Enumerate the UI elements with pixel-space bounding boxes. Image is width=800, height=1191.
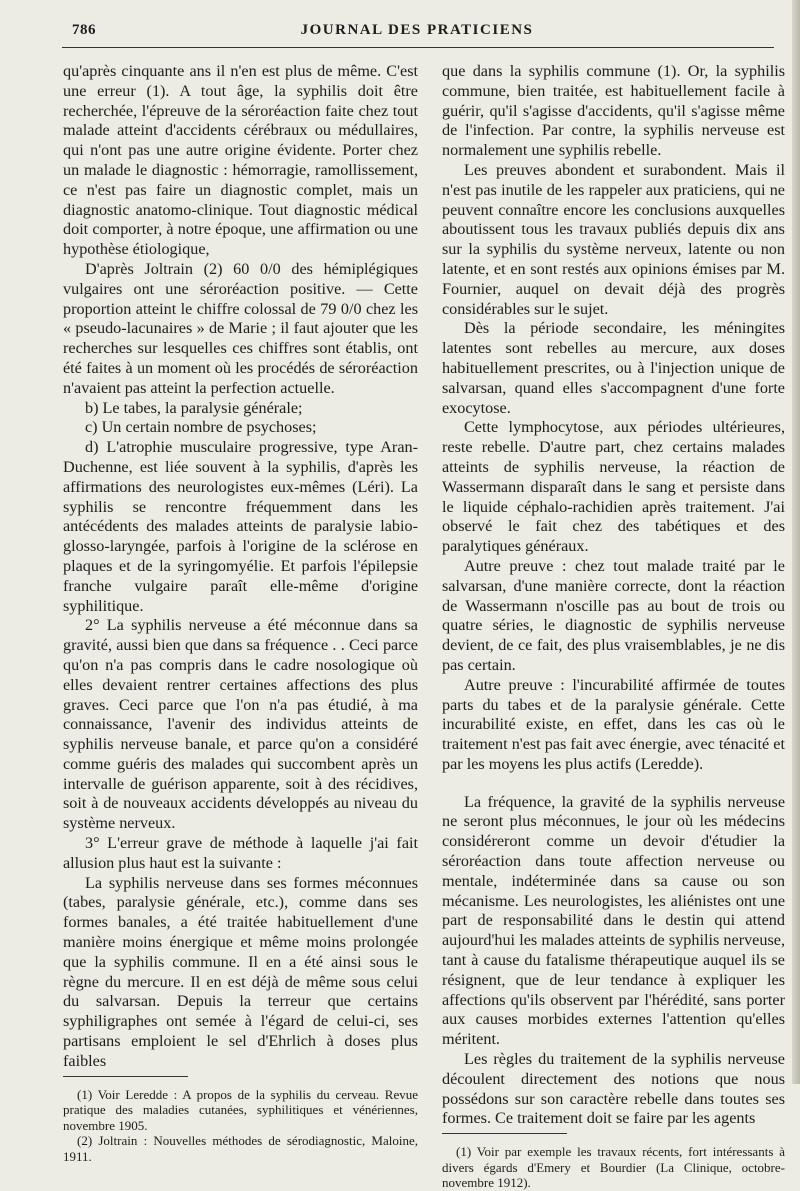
footnote: (1) Voir par exemple les travaux récents, fort intéressants à divers égards d'Emery et Bourdier (La Clinique, octobre-novembre 1912).: [442, 1144, 785, 1191]
paragraph: 2° La syphilis nerveuse a été méconnue dans sa gravité, aussi bien que dans sa fréquence . . Ceci parce qu'on n'a pas compris dans le cadre nosologique où elles devaient rentrer certaines affections des plus graves. Ceci parce que l'on n'a pas étudié, à ma connaissance, l'avenir des individus atteints de syphilis nerveuse banale, et parce qu'on a considéré comme guéris des malades qui succombent après un intervalle de guérison apparente, soit à des récidives, soit à de nouveaux accidents développés au niveau du système nerveux.: [63, 616, 418, 833]
paragraph: Autre preuve : l'incurabilité affirmée de toutes parts du tabes et de la paralysie générale. Cette incurabilité existe, en effet, dans les cas où le traitement n'est pas fait avec énergie, avec ténacité et par les moyens les plus actifs (Leredde).: [442, 675, 785, 773]
right-column: [442, 62, 785, 1191]
list-item-c: c) Un certain nombre de psychoses;: [85, 418, 317, 437]
left-column: [63, 62, 418, 1164]
paragraph: D'après Joltrain (2) 60 0/0 des hémiplégiques vulgaires ont une séroréaction positive. — Cette proportion atteint le chiffre colossal de 79 0/0 chez les « pseudo-lacunaires » de Marie ; il faut ajouter que les recherches sur lesquelles ces chiffres sont établis, ont été faites à un moment où les procédés de séroréaction n'avaient pas atteint la perfection actuelle.: [63, 259, 418, 397]
footnote: (2) Joltrain : Nouvelles méthodes de sérodiagnostic, Maloine, 1911.: [63, 1133, 418, 1164]
paragraph: Cette lymphocytose, aux périodes ultérieures, reste rebelle. D'autre part, chez certains malades atteints de syphilis nerveuse, la réaction de Wassermann disparaît dans le sang et persiste dans le liquide céphalo-rachidien après traitement. J'ai observé le fait chez des tabétiques et des paralytiques généraux.: [442, 418, 785, 556]
list-item-d: d) L'atrophie musculaire progressive, type Aran-Duchenne, est liée souvent à la syphilis, d'après les affirmations des neurologistes eux-mêmes (Léri). La syphilis se rencontre fréquemment dans les antécédents des malades atteints de paralysie labio-glosso-laryngée, parfois à l'origine de la sclérose en plaques et de la syringomyélie. Et parfois l'épilepsie franche vulgaire paraît elle-même d'origine syphilitique.: [63, 438, 418, 615]
page-number: 786: [72, 22, 96, 38]
list-item-b: b) Le tabes, la paralysie générale;: [85, 398, 303, 417]
paragraph: La fréquence, la gravité de la syphilis nerveuse ne seront plus méconnues, le jour où les médecins considéreront comme un devoir d'étudier la séroréaction dans toute affection nerveuse ou mentale, indéterminée dans sa cause ou son mécanisme. Les neurologistes, les aliénistes ont une part de responsabilité dans le destin qui attend aujourd'hui les malades atteints de syphilis nerveuse, tant à cause du fatalisme thérapeutique auquel ils se résignent, que de leur tendance à expliquer les affections qu'ils observent par l'hérédité, sans porter aux causes morbides externes l'attention qu'elles méritent.: [442, 792, 785, 1049]
footnote: (1) Voir Leredde : A propos de la syphilis du cerveau. Revue pratique des maladies cutanées, syphilitiques et vénériennes, novembre 1905.: [63, 1086, 418, 1133]
paragraph: Les preuves abondent et surabondent. Mais il n'est pas inutile de les rappeler aux praticiens, qui ne peuvent connaître encore les conclusions auxquelles aboutissent tous les travaux publiés depuis dix ans sur la syphilis du système nerveux, latente ou non latente, et en sont restés aux opinions émises par M. Fournier, auquel on devait déjà des progrès considérables sur le sujet.: [442, 160, 785, 318]
journal-title: JOURNAL DES PRATICIENS: [300, 22, 534, 38]
running-header: [62, 22, 772, 44]
footnote-rule: [63, 1076, 188, 1077]
footnote-rule: [442, 1133, 567, 1134]
paragraph: La syphilis nerveuse dans ses formes méconnues (tabes, paralysie générale, etc.), comme dans ses formes banales, a été traitée habituellement d'une manière moins énergique et même moins prolongée que la syphilis commune. Il en a été ainsi sous le règne du mercure. Il en est déjà de même sous celui du salvarsan. Depuis la terreur que certains syphiligraphes ont semée à l'égard de celui-ci, ses partisans emploient le sel d'Ehrlich à doses plus faibles: [63, 873, 418, 1070]
paragraph: Dès la période secondaire, les méningites latentes sont rebelles au mercure, aux doses habituellement prescrites, ou à l'injection unique de salvarsan, quand elles s'accompagnent d'une forte exocytose.: [442, 319, 785, 417]
paragraph: 3° L'erreur grave de méthode à laquelle j'ai fait allusion plus haut est la suivante :: [63, 834, 418, 872]
paragraph: qu'après cinquante ans il n'en est plus de même. C'est une erreur (1). A tout âge, la syphilis doit être recherchée, l'épreuve de la séroréaction faite chez tout malade atteint d'accidents cérébraux ou médullaires, qui n'ont pas une autre origine évidente. Porter chez un malade le diagnostic : hémorragie, ramollissement, ce n'est pas faire un diagnostic complet, mais un diagnostic anatomo-clinique. Tout diagnostic médical doit comporter, à notre époque, une affirmation ou une hypothèse étiologique,: [63, 62, 418, 259]
paragraph: que dans la syphilis commune (1). Or, la syphilis commune, bien traitée, est habituellement facile à guérir, qu'il s'agisse d'accidents, qu'il s'agisse même de l'infection. Par contre, la syphilis nerveuse est normalement une syphilis rebelle.: [442, 62, 785, 160]
paragraph: Autre preuve : chez tout malade traité par le salvarsan, d'une manière correcte, dont la réaction de Wassermann n'oscille pas au bout de trois ou quatre séries, le diagnostic de syphilis nerveuse devient, de ce fait, des plus vraisemblables, je ne dis pas certain.: [442, 556, 785, 674]
page-edge-shadow: [792, 0, 800, 1084]
section-gap: [442, 775, 785, 793]
paragraph: Les règles du traitement de la syphilis nerveuse découlent directement des notions que nous possédons sur son caractère rebelle dans toutes ses formes. Ce traitement doit se faire par les agents: [442, 1050, 785, 1128]
header-rule: [62, 47, 774, 48]
